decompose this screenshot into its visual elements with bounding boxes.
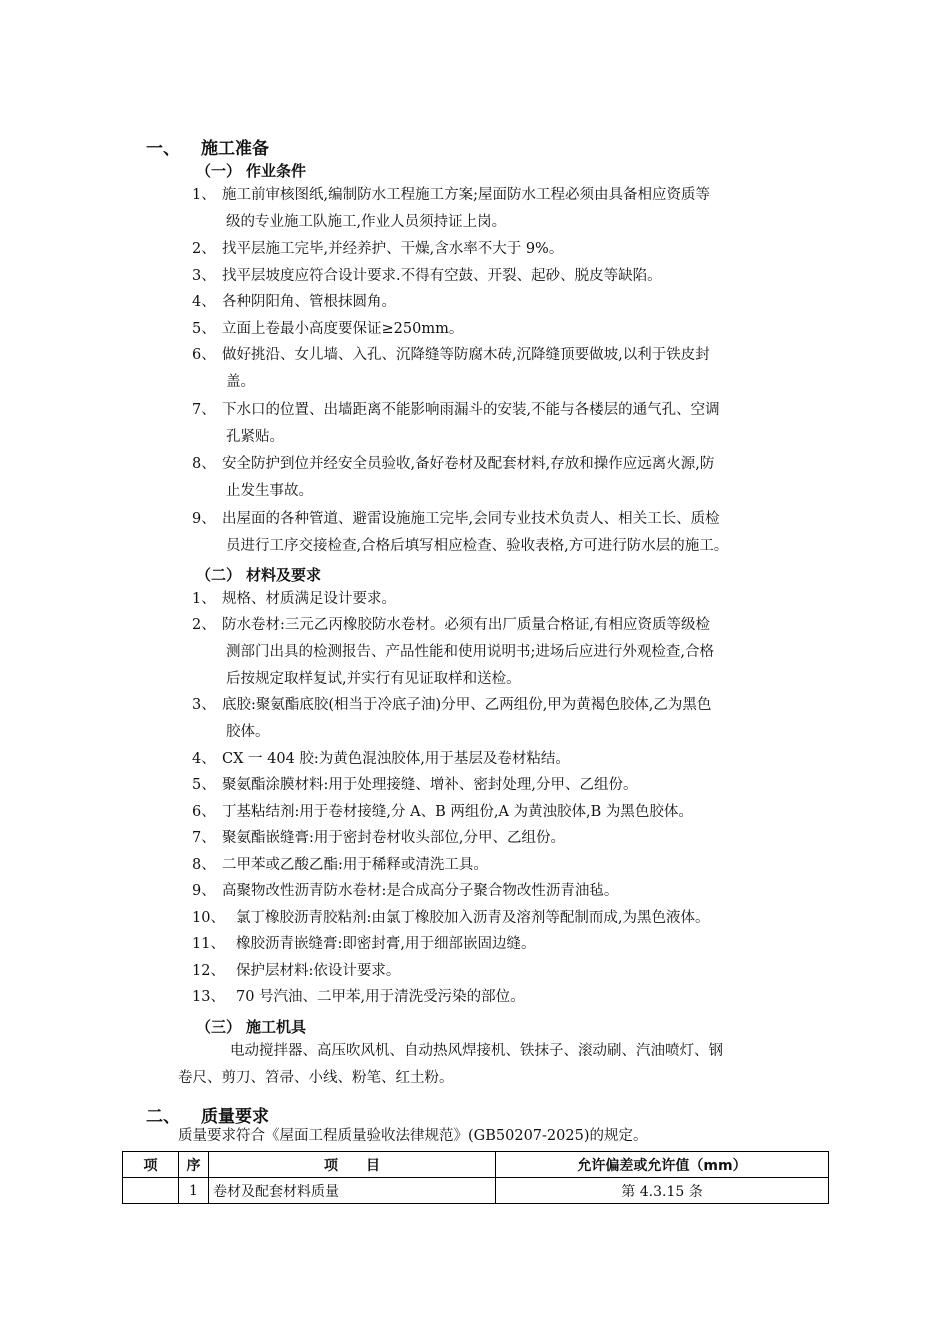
item-number: 7、	[192, 830, 216, 846]
item-line: 级的专业施工队施工,作业人员须持证上岗。	[226, 214, 507, 230]
item-number: 2、	[192, 241, 216, 257]
table-header-row	[123, 1152, 829, 1178]
item-text: CX 一 404 胶:为黄色混浊胶体,用于基层及卷材粘结。	[222, 751, 570, 767]
item-number: 2、	[192, 617, 216, 633]
item-line: 止发生事故。	[226, 483, 313, 499]
item-text: 找平层施工完毕,并经养护、干燥,含水率不大于 9%。	[222, 241, 564, 257]
item-text: 70 号汽油、二甲苯,用于清洗受污染的部位。	[236, 989, 525, 1005]
quality-table	[122, 1151, 829, 1204]
cell-category	[123, 1178, 179, 1204]
item-line: 测部门出具的检测报告、产品性能和使用说明书;进场后应进行外观检查,合格	[226, 644, 714, 660]
item-number: 13、	[192, 989, 225, 1005]
item-text	[222, 342, 817, 396]
item-number: 5、	[192, 777, 216, 793]
section-title: 施工准备	[201, 139, 269, 159]
item-text	[222, 451, 817, 505]
item-number: 5、	[192, 321, 216, 337]
item-text: 聚氨酯嵌缝膏:用于密封卷材收头部位,分甲、乙组份。	[222, 830, 565, 846]
col-header-index: 序	[179, 1152, 209, 1178]
section-number: 一、	[146, 139, 180, 159]
item-text	[222, 397, 817, 451]
item-text	[222, 506, 817, 560]
col-header-category: 项	[123, 1152, 179, 1178]
item-text: 聚氨酯涂膜材料:用于处理接缝、增补、密封处理,分甲、乙组份。	[222, 777, 638, 793]
item-text: 找平层坡度应符合设计要求.不得有空鼓、开裂、起砂、脱皮等缺陷。	[222, 268, 662, 284]
cell-tolerance: 第 4.3.15 条	[496, 1178, 829, 1204]
item-number: 4、	[192, 751, 216, 767]
item-line: 做好挑沿、女儿墙、入孔、沉降缝等防腐木砖,沉降缝顶要做坡,以利于铁皮封	[222, 347, 710, 363]
paragraph-line: 电动搅拌器、高压吹风机、自动热风焊接机、铁抹子、滚动刷、汽油喷灯、钢	[230, 1043, 723, 1059]
item-number: 9、	[192, 883, 216, 899]
item-line: 出屋面的各种管道、避雷设施施工完毕,会同专业技术负责人、相关工长、质检	[222, 511, 720, 527]
item-text	[222, 182, 817, 236]
quality-intro: 质量要求符合《屋面工程质量验收法律规范》(GB50207-2025)的规定。	[178, 1128, 648, 1144]
item-line: 员进行工序交接检查,合格后填写相应检查、验收表格,方可进行防水层的施工。	[226, 538, 729, 554]
item-text	[222, 692, 817, 746]
item-line: 下水口的位置、出墙距离不能影响雨漏斗的安装,不能与各楼层的通气孔、空调	[222, 402, 720, 418]
item-number: 3、	[192, 697, 216, 713]
col-header-item: 项 目	[209, 1152, 496, 1178]
item-number: 1、	[192, 591, 216, 607]
item-number: 4、	[192, 294, 216, 310]
section-number: 二、	[146, 1107, 180, 1127]
item-line: 孔紧贴。	[226, 429, 284, 445]
item-line: 后按规定取样复试,并实行有见证取样和送检。	[226, 671, 521, 687]
item-number: 10、	[192, 910, 225, 926]
item-text: 高聚物改性沥青防水卷材:是合成高分子聚合物改性沥青油毡。	[222, 883, 619, 899]
col-header-tolerance: 允许偏差或允许值（mm）	[496, 1152, 829, 1178]
item-line: 安全防护到位并经安全员验收,备好卷材及配套材料,存放和操作应远离火源,防	[222, 456, 715, 472]
tools-paragraph	[178, 1038, 808, 1092]
item-line: 盖。	[226, 374, 255, 390]
subsection-title: 作业条件	[246, 162, 307, 180]
item-text: 规格、材质满足设计要求。	[222, 591, 396, 607]
subsection-number: （三）	[196, 1018, 242, 1036]
item-number: 9、	[192, 511, 216, 527]
item-text	[222, 612, 817, 693]
item-number: 8、	[192, 857, 216, 873]
item-text: 丁基粘结剂:用于卷材接缝,分 A、B 两组份,A 为黄浊胶体,B 为黑色胶体。	[222, 804, 693, 820]
item-line: 防水卷材:三元乙丙橡胶防水卷材。必须有出厂质量合格证,有相应资质等级检	[222, 617, 710, 633]
item-number: 7、	[192, 402, 216, 418]
item-line: 施工前审核图纸,编制防水工程施工方案;屋面防水工程必须由具备相应资质等	[222, 187, 710, 203]
subsection-number: （二）	[196, 566, 242, 584]
item-number: 12、	[192, 963, 225, 979]
item-line: 底胶:聚氨酯底胶(相当于冷底子油)分甲、乙两组份,甲为黄褐色胶体,乙为黑色	[222, 697, 712, 713]
item-text: 二甲苯或乙酸乙酯:用于稀释或清洗工具。	[222, 857, 488, 873]
subsection-title: 施工机具	[246, 1018, 307, 1036]
item-number: 6、	[192, 347, 216, 363]
cell-item: 卷材及配套材料质量	[209, 1178, 496, 1204]
item-text: 各种阴阳角、管根抹圆角。	[222, 294, 396, 310]
item-text: 保护层材料:依设计要求。	[236, 963, 401, 979]
item-number: 11、	[192, 936, 225, 952]
item-text: 氯丁橡胶沥青胶粘剂:由氯丁橡胶加入沥青及溶剂等配制而成,为黑色液体。	[236, 910, 710, 926]
subsection-title: 材料及要求	[246, 566, 322, 584]
cell-index: 1	[179, 1178, 209, 1204]
item-number: 3、	[192, 268, 216, 284]
item-number: 8、	[192, 456, 216, 472]
item-number: 1、	[192, 187, 216, 203]
table-row	[123, 1178, 829, 1204]
item-text: 立面上卷最小高度要保证≥250mm。	[222, 321, 464, 337]
paragraph-line: 卷尺、剪刀、笤帚、小线、粉笔、红土粉。	[178, 1070, 454, 1086]
item-line: 胶体。	[226, 724, 270, 740]
item-text: 橡胶沥青嵌缝膏:即密封膏,用于细部嵌固边缝。	[236, 936, 536, 952]
section-title: 质量要求	[201, 1107, 269, 1127]
item-number: 6、	[192, 804, 216, 820]
subsection-number: （一）	[196, 162, 242, 180]
